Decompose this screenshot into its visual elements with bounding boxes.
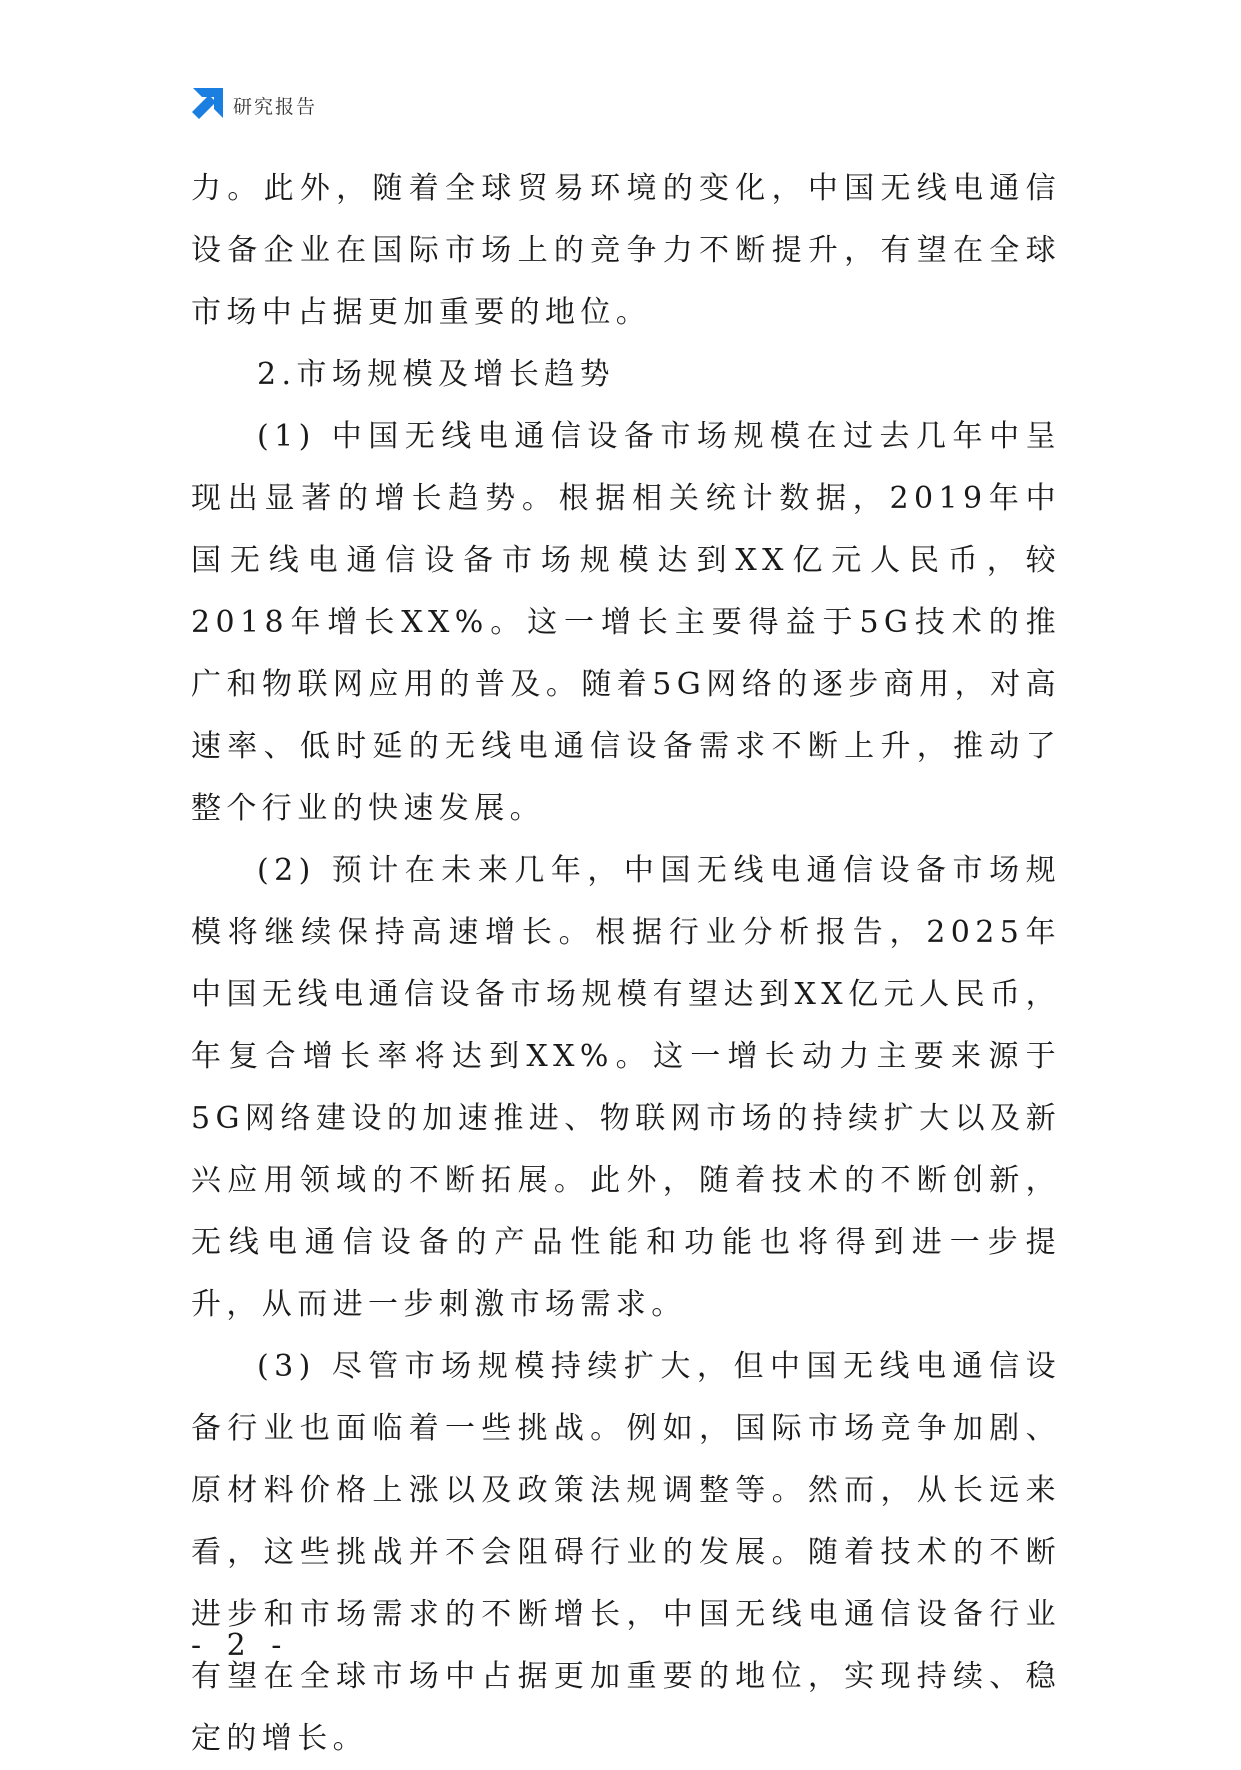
paragraph-3: (3) 尽管市场规模持续扩大，但中国无线电通信设备行业也面临着一些挑战。例如，国际市场竞争加剧、原材料价格上涨以及政策法规调整等。然而，从长远来看，这些挑战并不会阻碍行业的发展。随着技术的不断进步和市场需求的不断增长，中国无线电通信设备行业有望在全球市场中占据更加重要的地位，实现持续、稳定的增长。 [191, 1349, 1061, 1756]
header-title: 研究报告 [233, 95, 318, 118]
paragraph-1: (1) 中国无线电通信设备市场规模在过去几年中呈现出显著的增长趋势。根据相关统计数据，2019年中国无线电通信设备市场规模达到XX亿元人民币，较2018年增长XX%。这一增长主要得益于5G技术的推广和物联网应用的普及。随着5G网络的逐步商用，对高速率、低时延的无线电通信设备需求不断上升，推动了整个行业的快速发展。 [191, 419, 1061, 826]
report-header [189, 88, 317, 122]
paragraph-continued: 力。此外，随着全球贸易环境的变化，中国无线电通信设备企业在国际市场上的竞争力不断提升，有望在全球市场中占据更加重要的地位。 [191, 171, 1061, 330]
page-number: - 2 - [191, 1628, 290, 1663]
arrow-up-right-logo-icon [189, 88, 223, 122]
section-heading: 2.市场规模及增长趋势 [257, 357, 616, 392]
paragraph-2: (2) 预计在未来几年，中国无线电通信设备市场规模将继续保持高速增长。根据行业分析报告，2025年中国无线电通信设备市场规模有望达到XX亿元人民币，年复合增长率将达到XX%。这一增长动力主要来源于5G网络建设的加速推进、物联网市场的持续扩大以及新兴应用领域的不断拓展。此外，随着技术的不断创新，无线电通信设备的产品性能和功能也将得到进一步提升，从而进一步刺激市场需求。 [191, 853, 1061, 1322]
document-body [191, 158, 1061, 1770]
